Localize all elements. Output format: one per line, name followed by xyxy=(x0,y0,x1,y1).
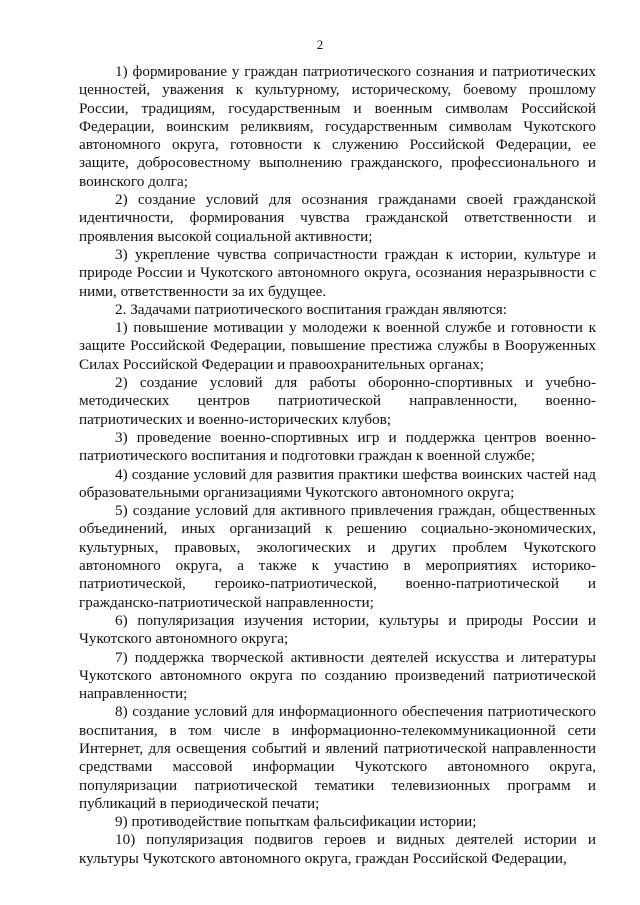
paragraph: 1) повышение мотивации у молодежи к военной службе и готовности к защите Российской Федерации, повышение престижа службы в Вооруженных Силах Российской Федерации и правоохранительных органах; xyxy=(79,319,596,373)
page-number: 2 xyxy=(316,37,324,52)
paragraph: 2) создание условий для осознания гражданами своей гражданской идентичности, формирования чувства гражданской ответственности и проявления высокой социальной активности; xyxy=(79,191,596,245)
paragraph: 10) популяризация подвигов героев и видных деятелей истории и культуры Чукотского автономного округа, граждан Российской Федерации, xyxy=(79,831,596,867)
paragraph: 1) формирование у граждан патриотического сознания и патриотических ценностей, уважения к культурному, историческому, боевому прошлому России, традициям, государственным и военным символам Российской Федерации, воинским реликвиям, государственным символам Чукотского автономного округа, готовности к служению Российской Федерации, ее защите, добросовестному выполнению гражданского, профессионального и воинского долга; xyxy=(79,63,596,190)
paragraph: 7) поддержка творческой активности деятелей искусства и литературы Чукотского автономного округа по созданию произведений патриотической направленности; xyxy=(79,648,596,703)
paragraph: 3) проведение военно-спортивных игр и поддержка центров военно-патриотического воспитания и подготовки граждан к военной службе; xyxy=(79,428,596,465)
paragraph: 2. Задачами патриотического воспитания граждан являются: xyxy=(115,300,507,318)
paragraph: 6) популяризация изучения истории, культуры и природы России и Чукотского автономного округа; xyxy=(79,611,596,648)
paragraph: 5) создание условий для активного привлечения граждан, общественных объединений, иных организаций к решению социально-экономических, культурных, правовых, экологических и других проблем Чукотского автономного округа, а также к участию в мероприятиях историко-патриотической, героико-патриотической, военно-патриотической и гражданско-патриотической направленности; xyxy=(79,502,596,611)
paragraph: 4) создание условий для развития практики шефства воинских частей над образовательными организациями Чукотского автономного округа; xyxy=(79,465,596,501)
paragraph: 2) создание условий для работы оборонно-спортивных и учебно-методических центров патриотической направленности, военно-патриотических и военно-исторических клубов; xyxy=(79,374,596,428)
paragraph: 8) создание условий для информационного обеспечения патриотического воспитания, в том числе в информационно-телекоммуникационной сети Интернет, для освещения событий и явлений патриотической направленности средствами массовой информации Чукотского автономного округа, популяризации патриотической тематики телевизионных программ и публикаций в периодической печати; xyxy=(79,703,596,812)
document-body xyxy=(79,63,596,868)
paragraph: 9) противодействие попыткам фальсификации истории; xyxy=(115,813,477,831)
paragraph: 3) укрепление чувства сопричастности граждан к истории, культуре и природе России и Чукотского автономного округа, осознания неразрывности с ними, ответственности за их будущее. xyxy=(79,245,596,300)
